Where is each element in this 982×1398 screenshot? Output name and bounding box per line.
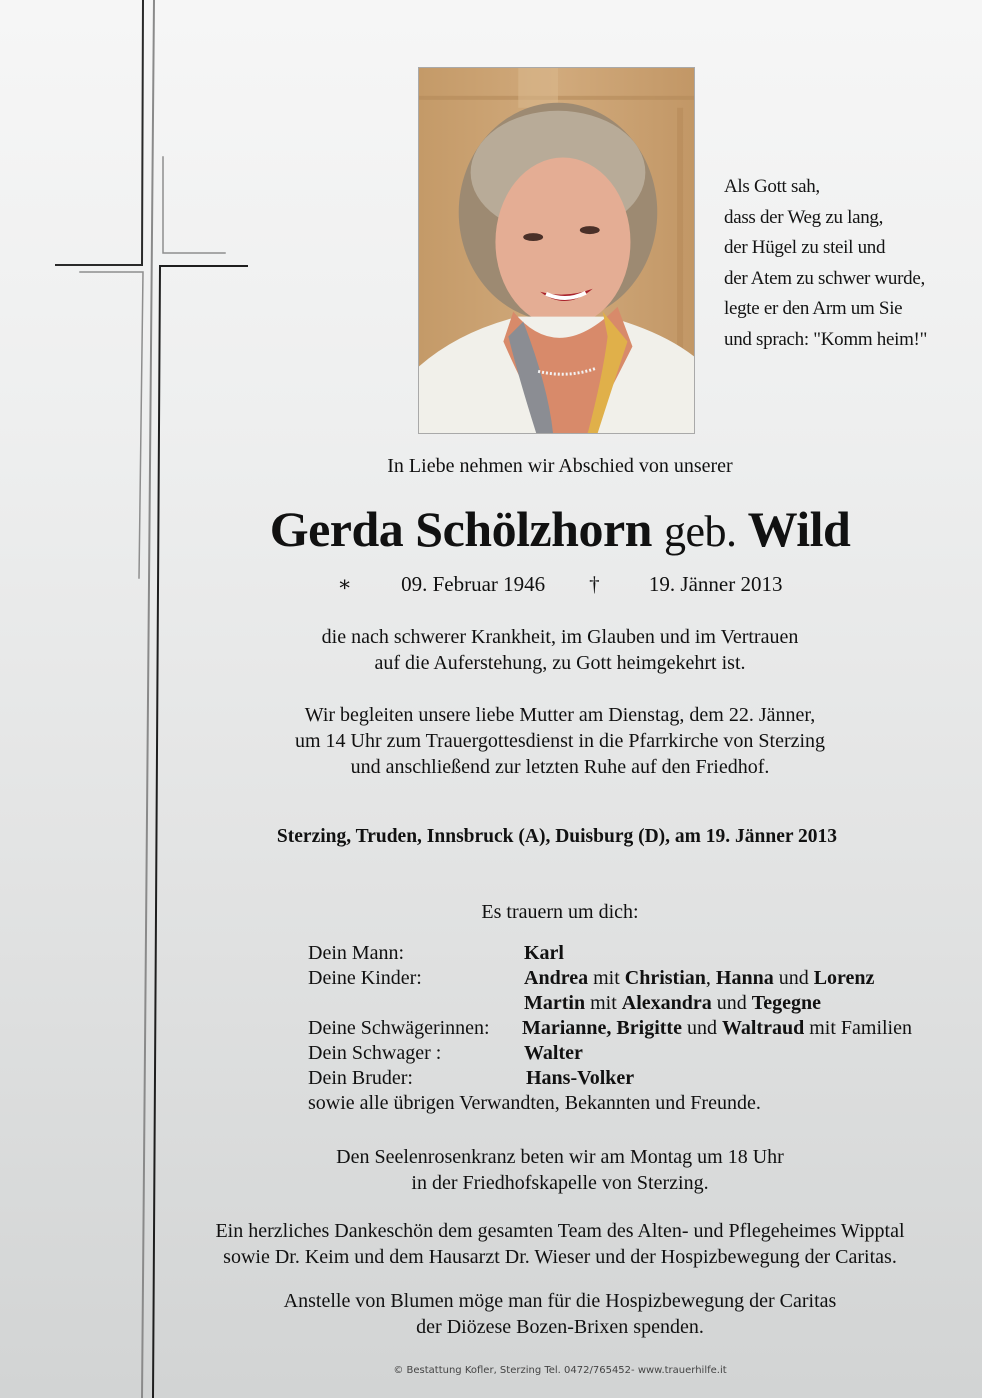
birth-date [338, 572, 546, 596]
mourner-row [308, 1041, 761, 1066]
text-line: Den Seelenrosenkranz beten wir am Montag um 18 Uhr [336, 1146, 784, 1168]
intro-text: In Liebe nehmen wir Abschied von unserer [387, 455, 733, 477]
footer-credit: © Bestattung Kofler, Sterzing Tel. 0472/765452- www.trauerhilfe.it [393, 1365, 727, 1376]
text-line: um 14 Uhr zum Trauergottesdienst in die Pfarrkirche von Sterzing [294, 730, 826, 752]
name-geb: geb. [663, 507, 737, 556]
name-first-last: Gerda Schölzhorn [269, 501, 652, 557]
relation-label: Deine Kinder: [308, 967, 422, 989]
cross-line-upper-left [56, 0, 143, 265]
paragraph-donation [160, 1288, 960, 1340]
mourner-name: Hanna [715, 967, 774, 989]
text-line: die nach schwerer Krankheit, im Glauben und im Vertrauen [321, 626, 799, 648]
paragraph-thanks [160, 1218, 960, 1270]
cross-line-long-gray [142, 0, 154, 1398]
mourner-name: Alexandra [621, 992, 712, 1014]
mourner-name: Tegegne [751, 992, 822, 1014]
mourner-name: Karl [524, 942, 564, 964]
relation-label: Dein Bruder: [308, 1067, 413, 1089]
portrait-photo [418, 67, 695, 434]
connector-text: und [773, 967, 814, 989]
connector-text: und [681, 1017, 722, 1039]
text-line: auf die Auferstehung, zu Gott heimgekehrt ist. [374, 652, 746, 674]
mourner-name: Hans-Volker [526, 1067, 635, 1089]
relation-names [524, 966, 874, 991]
connector-text: mit [585, 992, 622, 1014]
name-maiden: Wild [747, 501, 851, 557]
mourner-row [308, 1066, 761, 1091]
relation-names [524, 941, 564, 966]
mourners-tail: sowie alle übrigen Verwandten, Bekannten und Freunde. [308, 1092, 761, 1114]
text-line: in der Friedhofskapelle von Sterzing. [411, 1172, 709, 1194]
mourner-name: Martin [524, 992, 586, 1014]
poem-line: Als Gott sah, [724, 176, 820, 197]
relation-names [522, 1016, 912, 1041]
poem-line: und sprach: "Komm heim!" [724, 328, 928, 350]
poem [724, 172, 964, 355]
connector-text: mit Familien [804, 1017, 912, 1039]
mourner-name: Walter [524, 1042, 583, 1064]
mourner-name: Waltraud [721, 1017, 805, 1039]
text-line: der Diözese Bozen-Brixen spenden. [416, 1316, 704, 1338]
cross-line-lower-left [80, 272, 143, 578]
mourner-row [308, 1016, 912, 1041]
connector-text: mit [588, 967, 625, 989]
mourners-list [308, 941, 912, 1116]
cross-line-upper-right [163, 157, 225, 253]
mourner-name: Christian [624, 967, 706, 989]
deceased-name [160, 500, 960, 558]
text-line: und anschließend zur letzten Ruhe auf den Friedhof. [350, 756, 770, 778]
relation-label: Dein Mann: [308, 942, 405, 964]
death-date-value: 19. Jänner 2013 [648, 572, 783, 596]
relation-names [524, 991, 821, 1016]
mourner-name: Marianne, Brigitte [522, 1017, 682, 1039]
poem-line: der Hügel zu steil und [724, 237, 886, 258]
text-line: Anstelle von Blumen möge man für die Hospizbewegung der Caritas [283, 1290, 837, 1312]
text-line: sowie Dr. Keim und dem Hausarzt Dr. Wieser und der Hospizbewegung der Caritas. [223, 1246, 897, 1268]
relation-names [526, 1066, 634, 1091]
poem-line: legte er den Arm um Sie [724, 298, 903, 319]
poem-line: der Atem zu schwer wurde, [724, 267, 925, 289]
life-dates [160, 572, 960, 597]
birth-date-value: 09. Februar 1946 [401, 572, 546, 596]
text-line: Wir begleiten unsere liebe Mutter am Dienstag, dem 22. Jänner, [304, 704, 816, 726]
relation-label: Deine Schwägerinnen: [308, 1017, 490, 1039]
death-date [589, 572, 782, 596]
connector-text: und [711, 992, 752, 1014]
birth-star-icon: ∗ [337, 572, 352, 596]
death-dagger-icon: † [589, 572, 600, 596]
paragraph-funeral [160, 702, 960, 780]
relation-names [524, 1041, 583, 1066]
place-and-date: Sterzing, Truden, Innsbruck (A), Duisburg (D), am 19. Jänner 2013 [276, 826, 838, 847]
connector-text: , [705, 967, 716, 989]
text-line: Ein herzliches Dankeschön dem gesamten Team des Alten- und Pflegeheimes Wipptal [215, 1220, 905, 1242]
mourner-row [308, 966, 875, 991]
mourner-name: Andrea [524, 967, 589, 989]
paragraph-faith [160, 624, 960, 676]
mourner-name: Lorenz [813, 967, 875, 989]
poem-line: dass der Weg zu lang, [724, 206, 884, 228]
mourners-heading: Es trauern um dich: [481, 901, 639, 923]
paragraph-rosary [160, 1144, 960, 1196]
mourner-row [308, 941, 761, 966]
mourner-row [308, 991, 822, 1016]
relation-label: Dein Schwager : [308, 1042, 442, 1064]
